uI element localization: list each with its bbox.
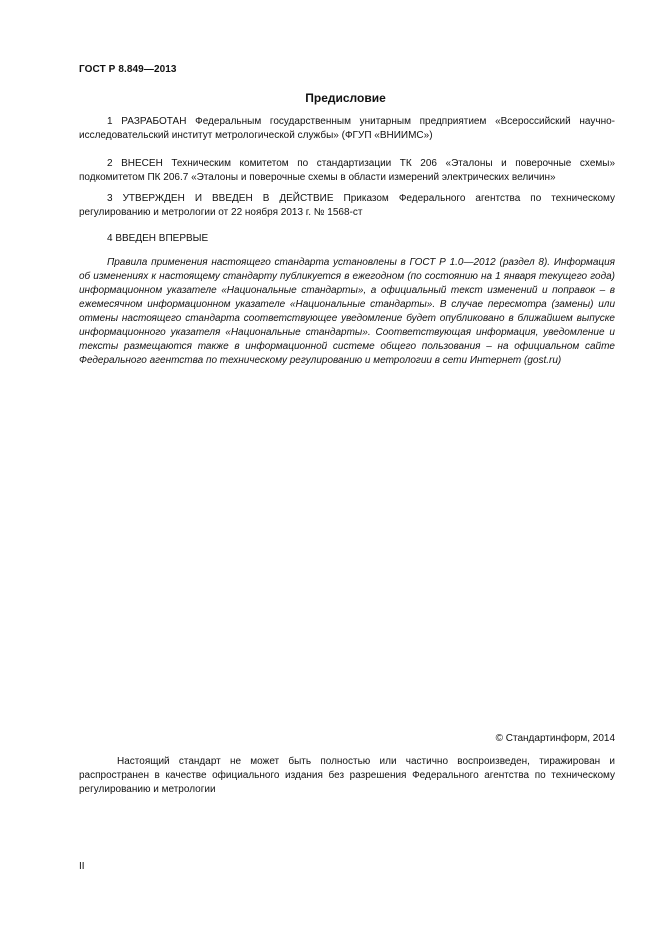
foreword-item-2 (79, 157, 615, 185)
section-title: Предисловие (305, 91, 386, 105)
reproduction-notice (79, 755, 615, 797)
page-number: II (79, 861, 85, 872)
foreword-item-1 (79, 115, 615, 143)
document-code: ГОСТ Р 8.849—2013 (79, 64, 177, 75)
foreword-item-4-text: 4 ВВЕДЕН ВПЕРВЫЕ (107, 233, 209, 244)
copyright: © Стандартинформ, 2014 (495, 733, 615, 744)
rules-note-text: Правила применения настоящего стандарта установлены в ГОСТ Р 1.0—2012 (раздел 8). Информация об изменениях к настоящему стандарту публикуется в ежегодном (по состоянию на 1 января текущего года) информационном указателе «Национальные стандарты», а официальный текст изменений и поправок – в ежемесячном информационном указателе «Национальные стандарты». В случае пересмотра (замены) или отмены настоящего стандарта соответствующее уведомление будет опубликовано в ближайшем выпуске информационного указателя «Национальные стандарты». Соответствующая информация, уведомление и тексты размещаются также в информационной системе общего пользования – на официальном сайте Федерального агентства по техническому регулированию и метрологии в сети Интернет (gost.ru) (79, 257, 615, 366)
foreword-item-3-text: 3 УТВЕРЖДЕН И ВВЕДЕН В ДЕЙСТВИЕ Приказом Федерального агентства по техническому регулированию и метрологии от 22 ноября 2013 г. № 1568-ст (79, 193, 615, 218)
reproduction-notice-text: Настоящий стандарт не может быть полностью или частично воспроизведен, тиражирован и распространен в качестве официального издания без разрешения Федерального агентства по техническому регулированию и метрологии (79, 756, 615, 795)
foreword-item-4 (79, 232, 615, 246)
foreword-item-1-text: 1 РАЗРАБОТАН Федеральным государственным унитарным предприятием «Всероссийский научно-исследовательский институт метрологической службы» (ФГУП «ВНИИМС») (79, 116, 615, 141)
rules-note (79, 256, 615, 368)
foreword-item-3 (79, 192, 615, 220)
foreword-item-2-text: 2 ВНЕСЕН Техническим комитетом по стандартизации ТК 206 «Эталоны и поверочные схемы» подкомитетом ПК 206.7 «Эталоны и поверочные схемы в области измерений электрических величин» (79, 158, 615, 183)
